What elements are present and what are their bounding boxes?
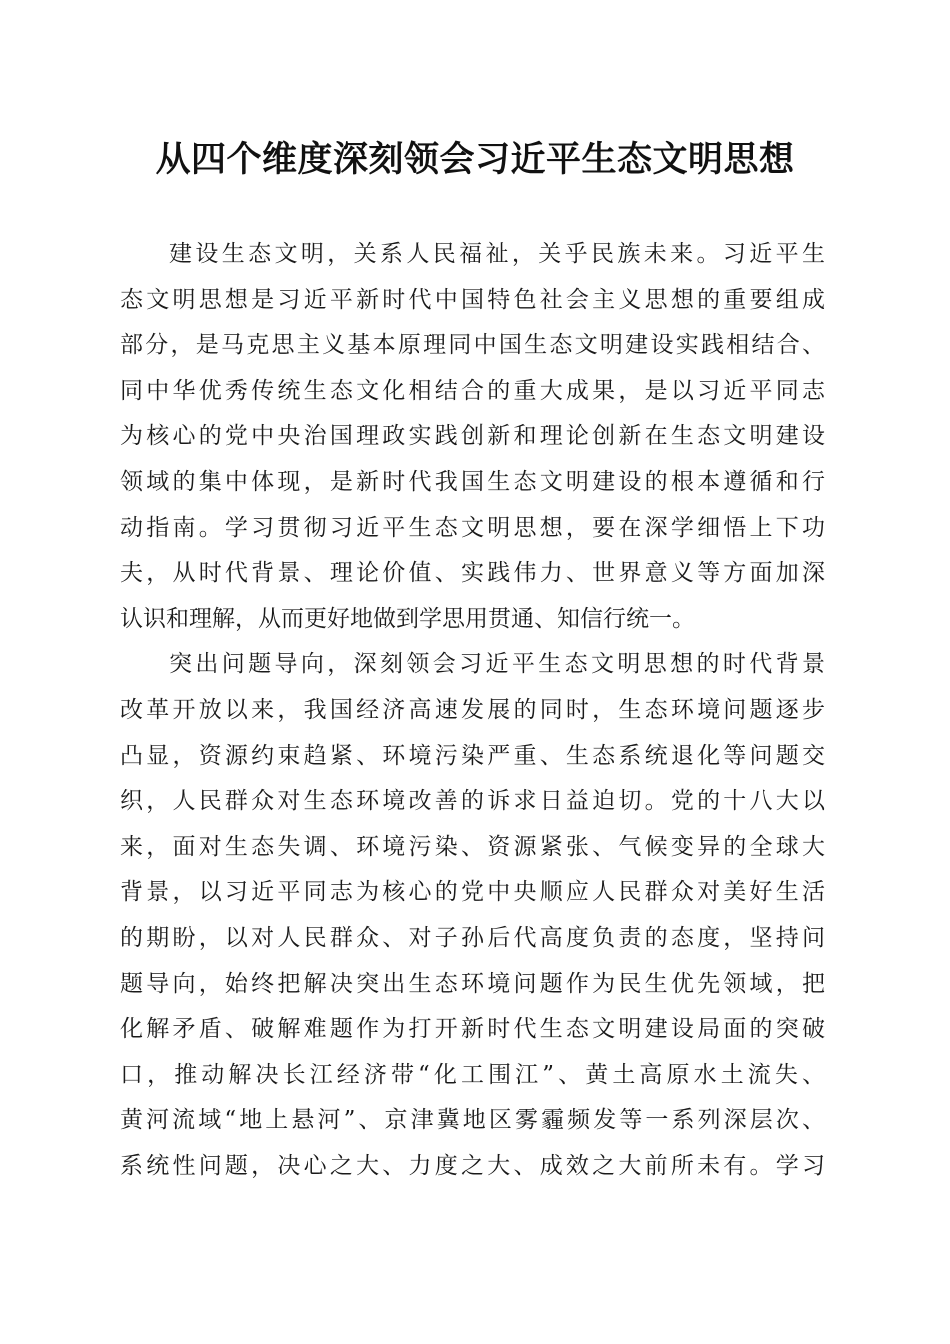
text-line: 部分，是马克思主义基本原理同中国生态文明建设实践相结合、 xyxy=(120,332,825,359)
text-line: 建设生态文明，关系人民福祉，关乎民族未来。习近平生 xyxy=(169,241,825,267)
text-line: 织，人民群众对生态环境改善的诉求日益迫切。党的十八大以 xyxy=(120,788,825,815)
text-line: 凸显，资源约束趋紧、环境污染严重、生态系统退化等问题交 xyxy=(120,742,825,769)
text-line: 题导向，始终把解决突出生态环境问题作为民生优先领域，把 xyxy=(120,970,825,997)
paragraph-1 xyxy=(120,232,825,642)
document-body xyxy=(120,232,825,1189)
text-line: 黄河流域“地上悬河”、京津冀地区雾霾频发等一系列深层次、 xyxy=(120,1107,825,1134)
text-line: 化解矛盾、破解难题作为打开新时代生态文明建设局面的突破 xyxy=(120,1016,825,1043)
text-line: 的期盼，以对人民群众、对子孙后代高度负责的态度，坚持问 xyxy=(120,924,825,951)
paragraph-2 xyxy=(120,642,825,1189)
text-line: 认识和理解，从而更好地做到学思用贯通、知信行统一。 xyxy=(120,605,695,632)
text-line: 动指南。学习贯彻习近平生态文明思想，要在深学细悟上下功 xyxy=(120,514,825,541)
text-line: 系统性问题，决心之大、力度之大、成效之大前所未有。学习 xyxy=(120,1152,825,1179)
text-line: 改革开放以来，我国经济高速发展的同时，生态环境问题逐步 xyxy=(120,696,825,723)
text-line: 口，推动解决长江经济带“化工围江”、黄土高原水土流失、 xyxy=(120,1061,825,1088)
text-line: 突出问题导向，深刻领会习近平生态文明思想的时代背景 xyxy=(169,651,825,678)
text-line: 夫，从时代背景、理论价值、实践伟力、世界意义等方面加深 xyxy=(120,560,825,587)
text-line: 来，面对生态失调、环境污染、资源紧张、气候变异的全球大 xyxy=(120,833,825,860)
text-line: 同中华优秀传统生态文化相结合的重大成果，是以习近平同志 xyxy=(120,377,825,404)
text-line: 领域的集中体现，是新时代我国生态文明建设的根本遵循和行 xyxy=(120,468,825,495)
document-title: 从四个维度深刻领会习近平生态文明思想 xyxy=(155,139,795,180)
text-line: 背景，以习近平同志为核心的党中央顺应人民群众对美好生活 xyxy=(120,879,825,906)
text-line: 态文明思想是习近平新时代中国特色社会主义思想的重要组成 xyxy=(120,286,825,313)
text-line: 为核心的党中央治国理政实践创新和理论创新在生态文明建设 xyxy=(120,423,825,450)
